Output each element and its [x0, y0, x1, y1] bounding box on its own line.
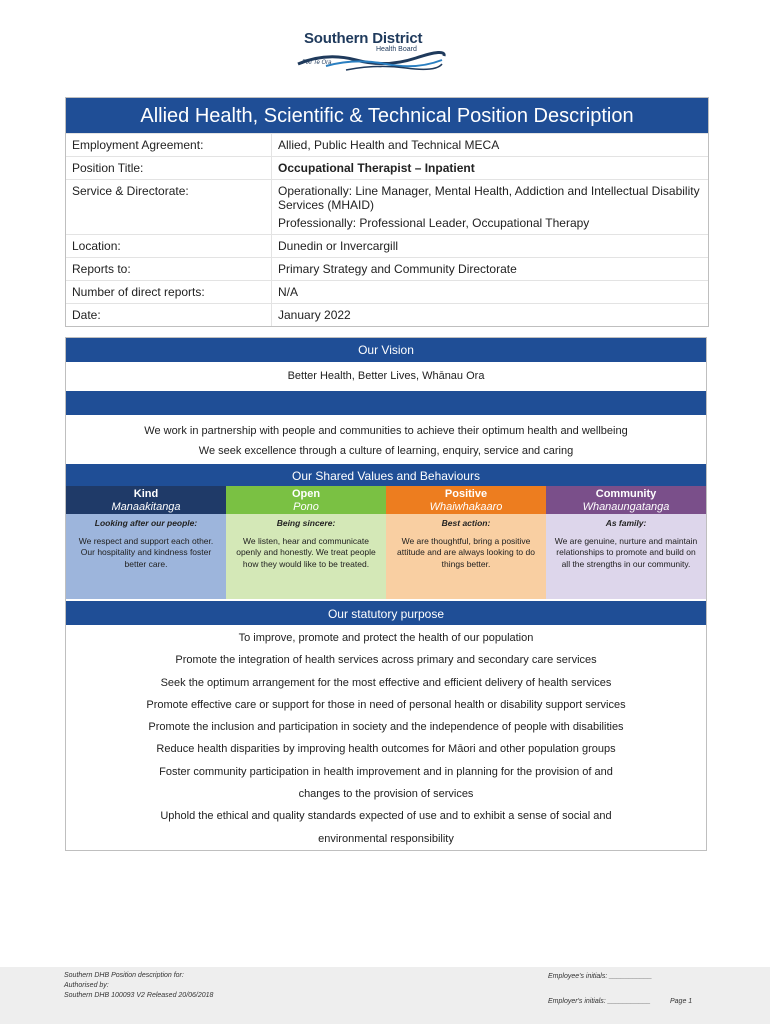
values-heading: Our Shared Values and Behaviours: [66, 464, 706, 486]
purpose-line: Promote effective care or support for those in need of personal health or disability support services: [146, 698, 626, 711]
vision-heading: Our Vision: [66, 338, 706, 362]
row-value: Primary Strategy and Community Directorate: [271, 258, 708, 280]
row-value: [271, 180, 708, 234]
table-row: [66, 179, 708, 234]
table-row: [66, 257, 708, 280]
position-description-table: [65, 97, 709, 327]
value-column-community: [546, 486, 706, 599]
logo-subtitle: Health Board: [376, 46, 417, 53]
table-row: [66, 280, 708, 303]
employee-initials: Employee's initials: ___________: [548, 973, 653, 980]
mission-line: We seek excellence through a culture of learning, enquiry, service and caring: [198, 445, 574, 457]
value-text: We listen, hear and communicate openly and honestly. We treat people how they would like to be treated.: [236, 535, 376, 569]
operational-line: Operationally: Line Manager, Mental Health, Addiction and Intellectual Disability Services (MHAID): [278, 184, 700, 212]
table-row: [66, 303, 708, 326]
row-value: Allied, Public Health and Technical MECA: [271, 134, 708, 156]
value-column-open: [226, 486, 386, 599]
table-row: [66, 156, 708, 179]
value-lead: Being sincere:: [276, 518, 336, 528]
purpose-line: Promote the integration of health services across primary and secondary care services: [175, 654, 597, 667]
row-label: Reports to:: [72, 262, 131, 276]
row-value: Occupational Therapist – Inpatient: [271, 157, 708, 179]
row-value: Dunedin or Invercargill: [271, 235, 708, 257]
row-label: Employment Agreement:: [72, 138, 204, 152]
footer-line: Southern DHB 100093 V2 Released 20/06/2018: [64, 992, 214, 999]
values-grid: [66, 486, 706, 599]
page-title: Allied Health, Scientific & Technical Position Description: [66, 98, 708, 133]
value-body: [226, 514, 386, 599]
row-label: Position Title:: [72, 161, 144, 175]
purpose-line: changes to the provision of services: [298, 788, 474, 801]
employer-initials: Employer's initials: ___________: [548, 998, 651, 1005]
value-name: Community: [546, 486, 706, 501]
row-value: N/A: [271, 281, 708, 303]
footer-line: Southern DHB Position description for:: [64, 972, 184, 979]
row-label: Number of direct reports:: [72, 285, 205, 299]
sdhb-logo: [296, 28, 446, 74]
value-body: [546, 514, 706, 599]
row-label: Date:: [72, 308, 101, 322]
value-body: [66, 514, 226, 599]
table-row: [66, 234, 708, 257]
value-name: Open: [226, 486, 386, 501]
purpose-line: To improve, promote and protect the health of our population: [238, 632, 534, 644]
value-lead: Best action:: [441, 518, 491, 528]
value-column-kind: [66, 486, 226, 599]
footer-line: Authorised by:: [64, 982, 109, 989]
page-number: Page 1: [670, 998, 693, 1005]
value-maori-name: Whaiwhakaaro: [386, 501, 546, 514]
purpose-heading: Our statutory purpose: [66, 601, 706, 625]
vision-values-purpose-section: [65, 337, 707, 851]
mission-line: We work in partnership with people and communities to achieve their optimum health and wellbeing: [144, 425, 628, 437]
row-label: Location:: [72, 239, 121, 253]
value-body: [386, 514, 546, 599]
value-lead: As family:: [605, 518, 647, 528]
vision-text: Better Health, Better Lives, Whānau Ora: [287, 370, 485, 382]
mission-bar: [66, 391, 706, 415]
value-maori-name: Pono: [226, 501, 386, 514]
row-label: Service & Directorate:: [72, 184, 189, 198]
value-maori-name: Whanaungatanga: [546, 501, 706, 514]
value-name: Positive: [386, 486, 546, 501]
value-text: We respect and support each other. Our hospitality and kindness foster better care.: [78, 535, 214, 569]
professional-line: Professionally: Professional Leader, Occupational Therapy: [278, 216, 590, 230]
value-text: We are thoughtful, bring a positive attitude and are always looking to do things better.: [397, 535, 535, 569]
table-row: [66, 133, 708, 156]
value-maori-name: Manaakitanga: [66, 501, 226, 514]
page-footer: [0, 967, 770, 1024]
purpose-list: [66, 625, 706, 850]
footer-info: [64, 971, 213, 1001]
row-value: January 2022: [271, 304, 708, 326]
purpose-line: environmental responsibility: [318, 832, 454, 845]
logo-title: Southern District: [304, 30, 423, 47]
purpose-line: Uphold the ethical and quality standards expected of use and to exhibit a sense of social and: [160, 810, 612, 823]
value-text: We are genuine, nurture and maintain relationships to promote and build on all the strengths in our community.: [554, 535, 698, 569]
logo-tagline: Piki Te Ora: [302, 60, 332, 66]
value-name: Kind: [66, 486, 226, 501]
purpose-line: Promote the inclusion and participation in society and the independence of people with disabilities: [148, 721, 624, 734]
purpose-line: Reduce health disparities by improving health outcomes for Māori and other population groups: [156, 743, 616, 756]
purpose-line: Foster community participation in health improvement and in planning for the provision of and: [159, 765, 613, 778]
value-lead: Looking after our people:: [94, 518, 198, 528]
value-column-positive: [386, 486, 546, 599]
purpose-line: Seek the optimum arrangement for the most effective and efficient delivery of health services: [160, 676, 612, 689]
